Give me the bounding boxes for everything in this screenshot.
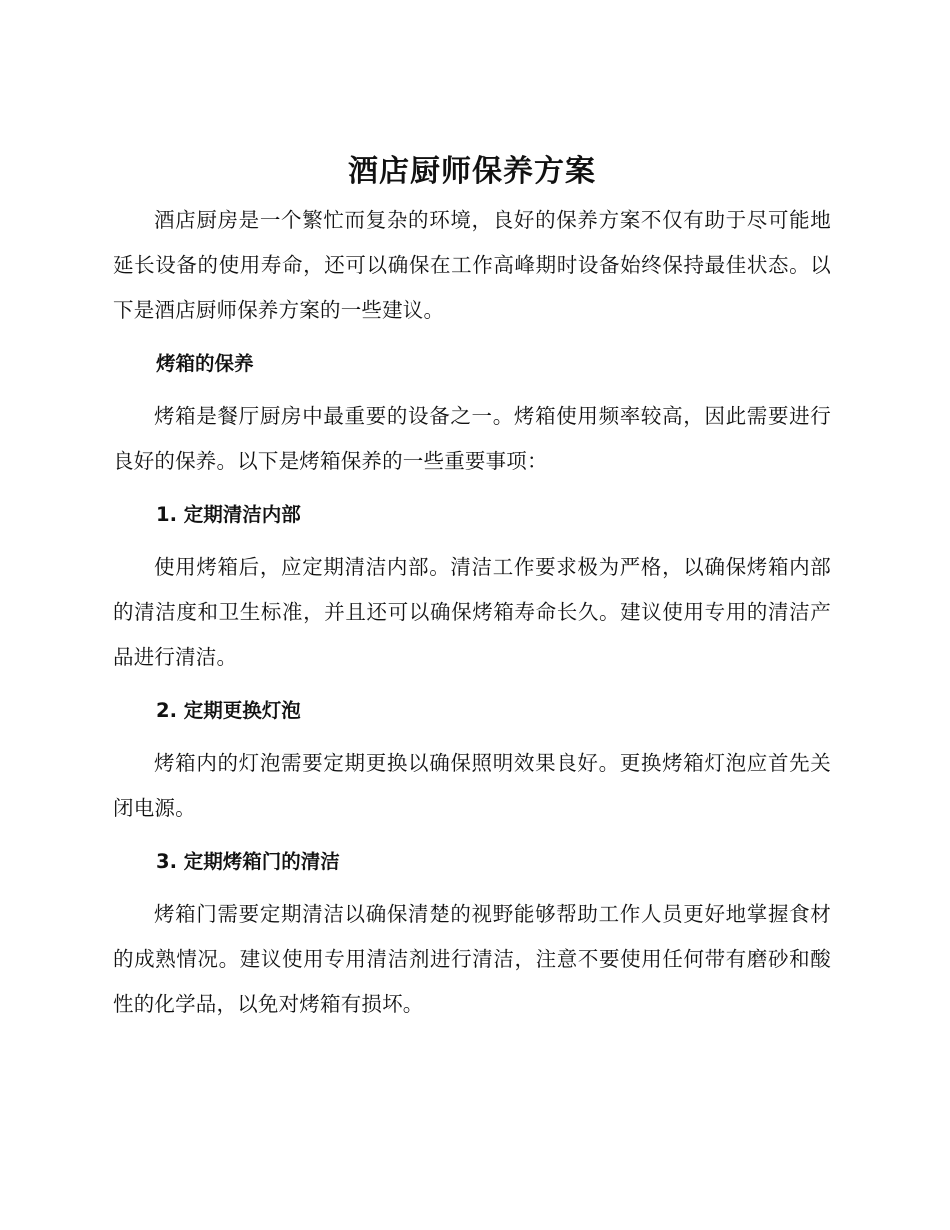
item-heading-1: 1. 定期清洁内部 <box>156 503 301 526</box>
item-body-2: 烤箱内的灯泡需要定期更换以确保照明效果良好。更换烤箱灯泡应首先关闭电源。 <box>113 751 831 820</box>
item-heading-3: 3. 定期烤箱门的清洁 <box>156 850 340 873</box>
document-title: 酒店厨师保养方案 <box>348 154 596 189</box>
item-body-1: 使用烤箱后，应定期清洁内部。清洁工作要求极为严格，以确保烤箱内部的清洁度和卫生标准，并且还可以确保烤箱寿命长久。建议使用专用的清洁产品进行清洁。 <box>113 555 831 669</box>
item-heading-2: 2. 定期更换灯泡 <box>156 699 301 722</box>
section-heading-oven: 烤箱的保养 <box>156 352 254 375</box>
item-body-3: 烤箱门需要定期清洁以确保清楚的视野能够帮助工作人员更好地掌握食材的成熟情况。建议使用专用清洁剂进行清洁，注意不要使用任何带有磨砂和酸性的化学品，以免对烤箱有损坏。 <box>113 902 831 1016</box>
document-page <box>113 148 831 1027</box>
intro-paragraph: 酒店厨房是一个繁忙而复杂的环境，良好的保养方案不仅有助于尽可能地延长设备的使用寿命，还可以确保在工作高峰期时设备始终保持最佳状态。以下是酒店厨师保养方案的一些建议。 <box>113 208 831 322</box>
section-body-oven: 烤箱是餐厅厨房中最重要的设备之一。烤箱使用频率较高，因此需要进行良好的保养。以下是烤箱保养的一些重要事项： <box>113 404 831 473</box>
